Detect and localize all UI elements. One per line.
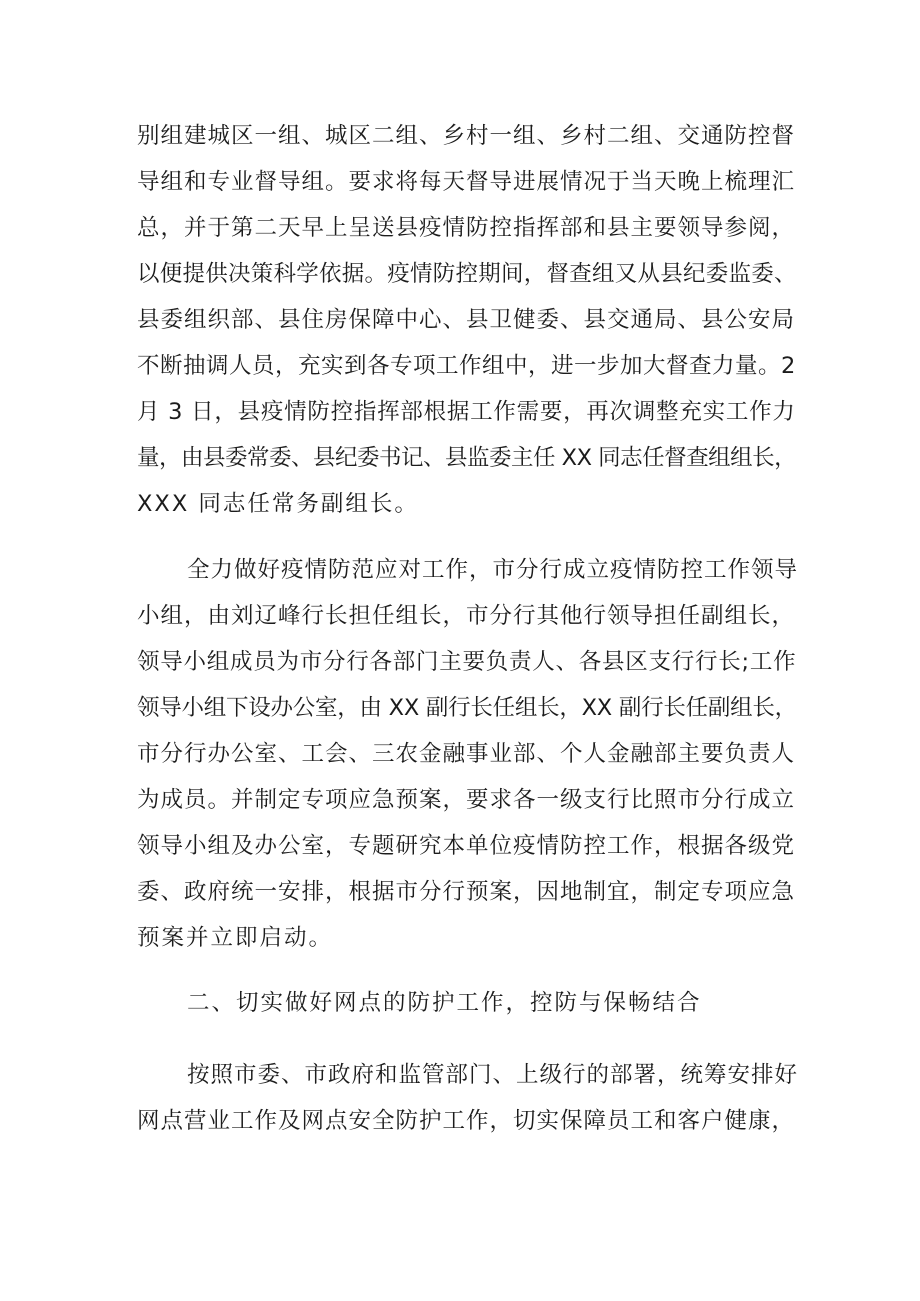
paragraph-2-line-1: 全力做好疫情防范应对工作，市分行成立疫情防控工作领导 [187, 557, 799, 583]
paragraph-1-line-7: 月 3 日，县疫情防控指挥部根据工作需要，再次调整充实工作力 [137, 399, 796, 425]
paragraph-1-line-5: 县委组织部、县住房保障中心、县卫健委、县交通局、县公安局 [137, 307, 796, 333]
paragraph-3-line-2: 网点营业工作及网点安全防护工作，切实保障员工和客户健康， [137, 1108, 796, 1134]
paragraph-2-line-5: 市分行办公室、工会、三农金融事业部、个人金融部主要负责人 [137, 741, 796, 767]
paragraph-2-line-3: 领导小组成员为市分行各部门主要负责人、各县区支行行长;工作 [137, 649, 797, 675]
paragraph-2-line-6: 为成员。并制定专项应急预案，要求各一级支行比照市分行成立 [137, 787, 796, 813]
paragraph-3-line-1: 按照市委、市政府和监管部门、上级行的部署，统筹安排好 [187, 1062, 799, 1088]
paragraph-2-line-9: 预案并立即启动。 [137, 925, 334, 951]
paragraph-1-line-8: 量，由县委常委、县纪委书记、县监委主任 XX 同志任督查组组长， [137, 445, 797, 471]
paragraph-1-line-9: XXX 同志任常务副组长。 [137, 491, 419, 517]
paragraph-1-line-1: 别组建城区一组、城区二组、乡村一组、乡村二组、交通防控督 [137, 123, 796, 149]
paragraph-1-line-4: 以便提供决策科学依据。疫情防控期间，督查组又从县纪委监委、 [137, 261, 797, 287]
paragraph-1-line-2: 导组和专业督导组。要求将每天督导进展情况于当天晚上梳理汇 [137, 169, 796, 195]
paragraph-1-line-3: 总，并于第二天早上呈送县疫情防控指挥部和县主要领导参阅， [137, 215, 796, 241]
paragraph-2-line-7: 领导小组及办公室，专题研究本单位疫情防控工作，根据各级党 [137, 833, 796, 859]
paragraph-2-line-4: 领导小组下设办公室，由 XX 副行长任组长，XX 副行长任副组长， [137, 695, 797, 721]
paragraph-1-line-6: 不断抽调人员，充实到各专项工作组中，进一步加大督查力量。2 [137, 353, 796, 379]
paragraph-2-line-8: 委、政府统一安排，根据市分行预案，因地制宜，制定专项应急 [137, 879, 796, 905]
section-heading: 二、切实做好网点的防护工作，控防与保畅结合 [187, 990, 702, 1016]
paragraph-2-line-2: 小组，由刘辽峰行长担任组长，市分行其他行领导担任副组长， [137, 603, 796, 629]
